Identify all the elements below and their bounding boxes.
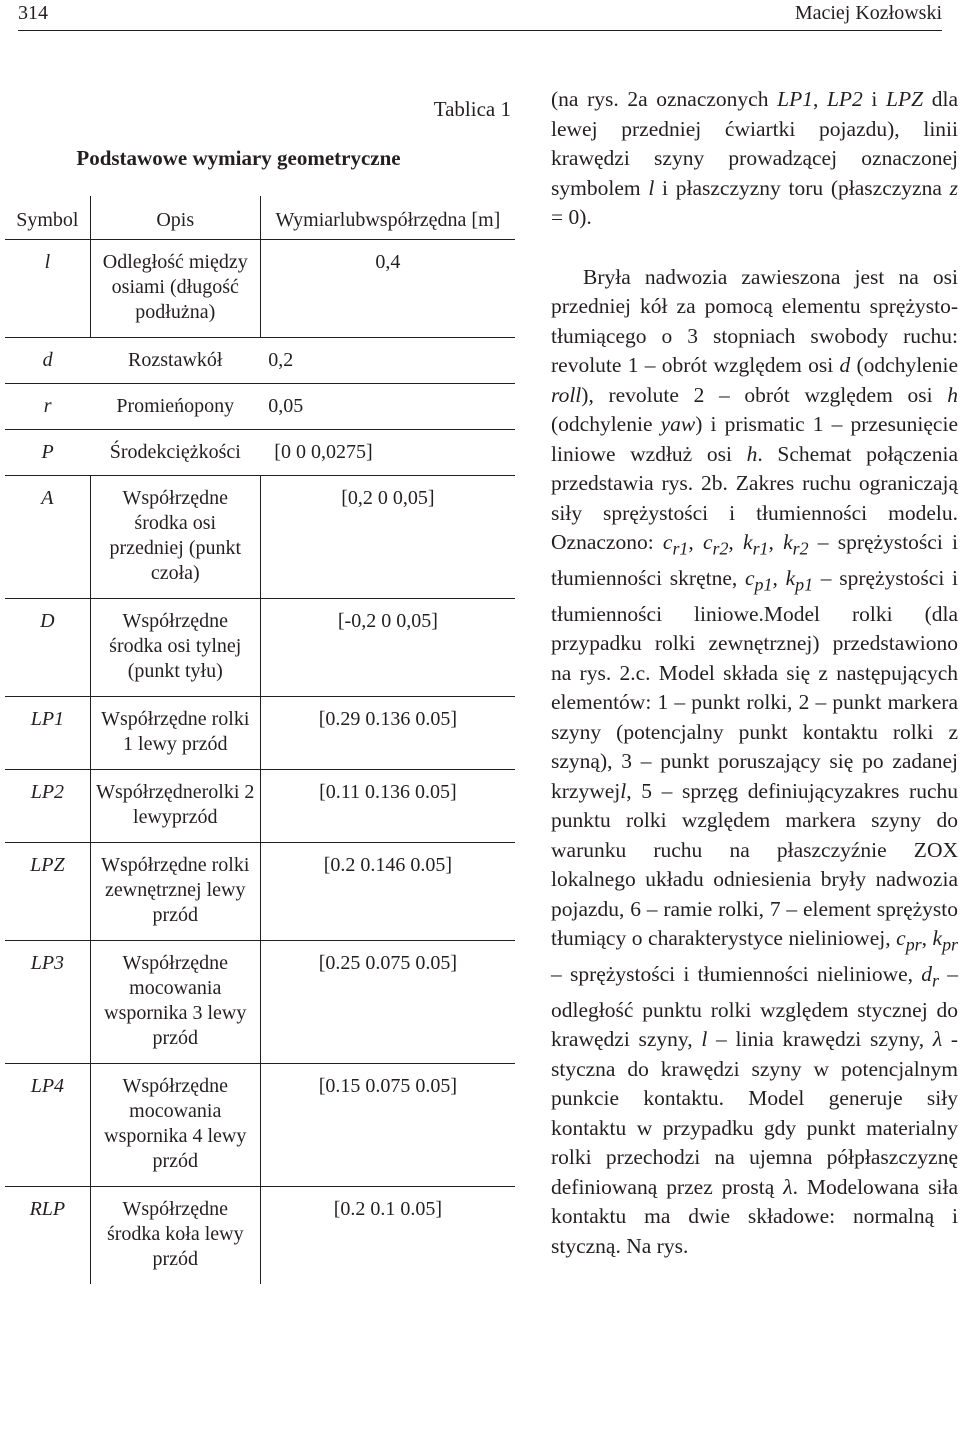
- cell-symbol: r: [5, 384, 90, 430]
- cell-description: Odległość między osiami (długość podłużna): [90, 240, 260, 338]
- cell-symbol: P: [5, 430, 90, 476]
- cell-description: Współrzędne środka osi przedniej (punkt czoła): [90, 476, 260, 599]
- table-row: [5, 240, 515, 338]
- cell-symbol: l: [5, 240, 90, 338]
- paragraph: (na rys. 2a oznaczonych LP1, LP2 i LPZ dla lewej przedniej ćwiartki pojazdu), linii krawędzi szyny prowadzącej oznaczonej symbolem l i płaszczyzny toru (płaszczyzna z = 0).: [551, 87, 958, 229]
- table-row: [5, 476, 515, 599]
- column-header-value: Wymiarlubwspółrzędna [m]: [260, 196, 515, 240]
- cell-symbol: D: [5, 599, 90, 697]
- table-row: [5, 1187, 515, 1285]
- dimensions-table: [5, 196, 515, 1284]
- cell-description: Współrzędne środka koła lewy przód: [90, 1187, 260, 1285]
- cell-value: 0,2: [260, 338, 515, 384]
- cell-symbol: LP1: [5, 697, 90, 770]
- cell-symbol: LP3: [5, 941, 90, 1064]
- cell-value: [0.11 0.136 0.05]: [260, 770, 515, 843]
- table-row: [5, 697, 515, 770]
- paragraph: Bryła nadwozia zawieszona jest na osi przedniej kół za pomocą elementu sprężysto-tłumiącego o 3 stopniach swobody ruchu: revolute 1 – obrót względem osi d (odchylenie roll), revolute 2 – obrót względem osi h (odchylenie yaw) i prismatic 1 – przesunięcie liniowe wzdłuż osi h. Schemat połączenia przedstawia rys. 2b. Zakres ruchu ograniczają siły sprężystości i tłumienności modelu. Oznaczono: $c_{r1}$, $c_{r2}$, $k_{r1}$, $k_{r2}$ – sprężystości i tłumienności skrętne, $c_{p1}$, $k_{p1}$ – sprężystości i tłumienności liniowe.Model rolki (dla przypadku rolki zewnętrznej) przedstawiono na rys. 2.c. Model składa się z następujących elementów: 1 – punkt rolki, 2 – punkt markera szyny (potencjalny punkt kontaktu rolki z szyną), 3 – punkt poruszający się po zadanej krzywejl, 5 – sprzęg definiującyzakres ruchu punktu rolki względem markera szyny do warunku ruchu na płaszczyźnie ZOX lokalnego układu odniesienia bryły nadwozia pojazdu, 6 – ramie rolki, 7 – element sprężysto tłumiący o charakterystyce nieliniowej, $c_{pr}$, $k_{pr}$ – sprężystości i tłumienności nieliniowe, $d_r$ – odległość punktu rolki względem stycznej do krawędzi szyny, l – linia krawędzi szyny, λ - styczna do krawędzi szyny w potencjalnym punkcie kontaktu. Model generuje siły kontaktu w przypadku gdy punkt materialny rolki przechodzi na ujemna półpłaszczyznę definiowaną przez prostą λ. Modelowana siła kontaktu ma dwie składowe: normalną i styczną. Na rys.: [551, 264, 959, 1258]
- running-head-author: Maciej Kozłowski: [794, 2, 942, 24]
- cell-description: Współrzędne mocowania wspornika 4 lewy przód: [90, 1064, 260, 1187]
- table-title: Podstawowe wymiary geometryczne: [76, 146, 401, 170]
- table-row: [5, 770, 515, 843]
- table-row: [5, 338, 515, 384]
- cell-symbol: d: [5, 338, 90, 384]
- table-row: [5, 599, 515, 697]
- table-row: [5, 384, 515, 430]
- cell-description: Środekciężkości: [90, 430, 260, 476]
- body-text-column: [551, 85, 958, 1261]
- cell-description: Współrzędne rolki zewnętrznej lewy przód: [90, 843, 260, 941]
- cell-value: 0,4: [260, 240, 515, 338]
- cell-value: [-0,2 0 0,05]: [260, 599, 515, 697]
- page-number: 314: [18, 2, 48, 24]
- cell-description: Współrzędne rolki 1 lewy przód: [90, 697, 260, 770]
- cell-value: [0.25 0.075 0.05]: [260, 941, 515, 1064]
- cell-value: [0.15 0.075 0.05]: [260, 1064, 515, 1187]
- cell-description: Rozstawkół: [90, 338, 260, 384]
- cell-symbol: LPZ: [5, 843, 90, 941]
- cell-description: Promieńopony: [90, 384, 260, 430]
- cell-symbol: LP2: [5, 770, 90, 843]
- cell-value: [0.29 0.136 0.05]: [260, 697, 515, 770]
- cell-symbol: LP4: [5, 1064, 90, 1187]
- table-row: [5, 430, 515, 476]
- cell-description: Współrzędne środka osi tylnej (punkt tyłu): [90, 599, 260, 697]
- cell-value: [0.2 0.1 0.05]: [333, 1198, 443, 1220]
- cell-symbol: A: [5, 476, 90, 599]
- cell-value: [0 0 0,0275]: [260, 430, 515, 476]
- table-row: [5, 941, 515, 1064]
- table-header-row: [5, 196, 515, 240]
- cell-value: 0,05: [260, 384, 515, 430]
- column-header-symbol: Symbol: [5, 196, 90, 240]
- cell-symbol: RLP: [29, 1198, 66, 1220]
- column-header-description: Opis: [90, 196, 260, 240]
- cell-description: Współrzędnerolki 2 lewyprzód: [90, 770, 260, 843]
- table-row: [5, 1064, 515, 1187]
- cell-value: [0.2 0.146 0.05]: [260, 843, 515, 941]
- cell-value: [0,2 0 0,05]: [260, 476, 515, 599]
- table-label: Tablica 1: [433, 97, 511, 121]
- table-row: [5, 843, 515, 941]
- cell-description: Współrzędne mocowania wspornika 3 lewy przód: [90, 941, 260, 1064]
